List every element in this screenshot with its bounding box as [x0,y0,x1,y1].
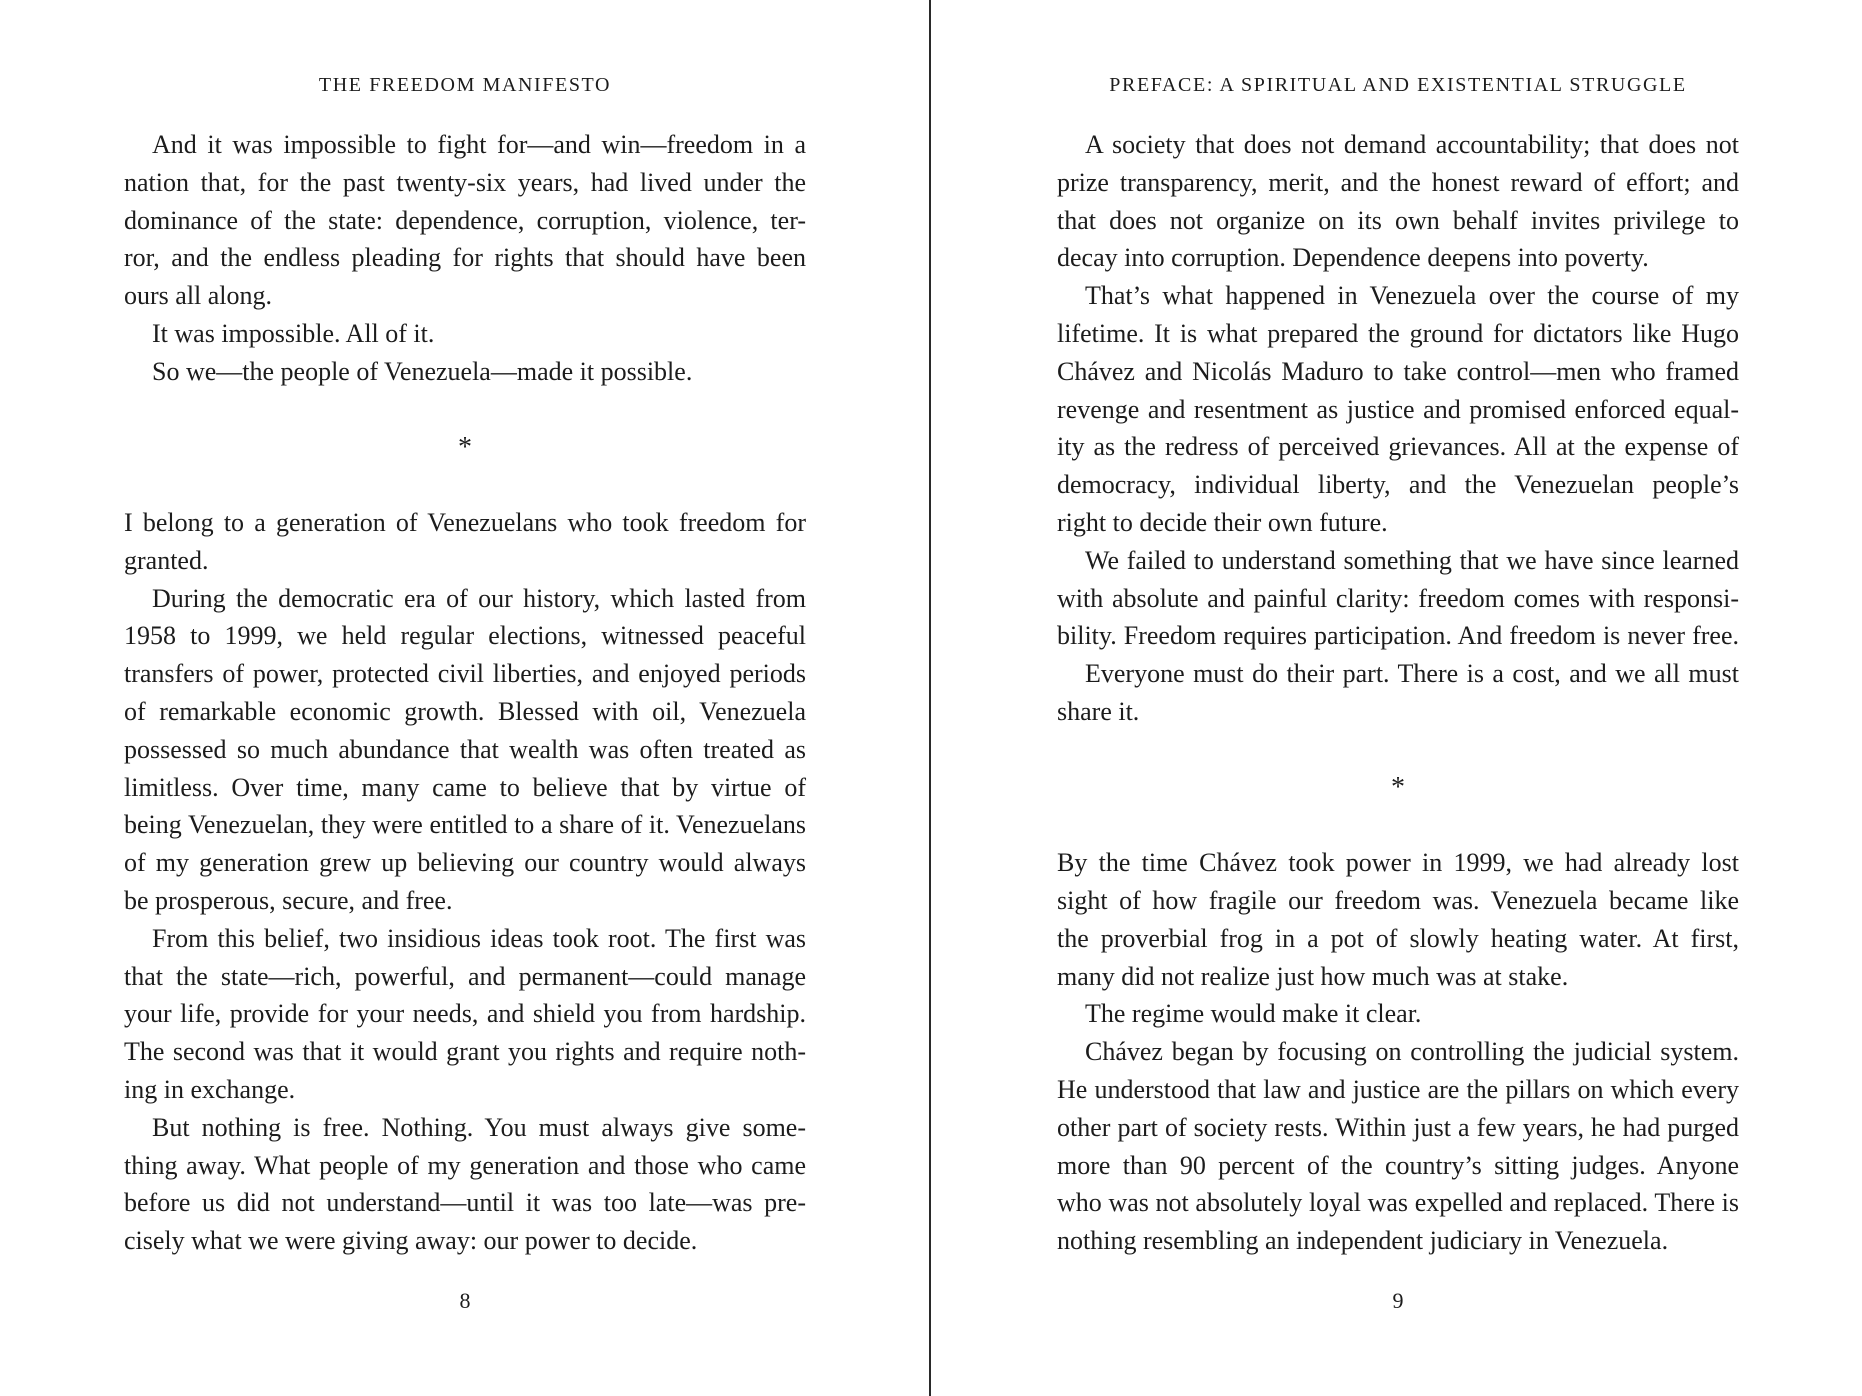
text-line: Everyone must do their part. There is a cost, and we all must [1085,659,1739,689]
text-line: granted. [124,545,209,575]
text-line: ity as the redress of perceived grievances. All at the expense of [1057,432,1739,462]
text-line: So we—the people of Venezuela—made it possible. [152,356,693,386]
text-line: dominance of the state: dependence, corruption, violence, ter- [124,205,806,235]
left-page-body [124,126,806,1260]
section-break-ornament: * [458,431,472,463]
text-line: sight of how fragile our freedom was. Venezuela became like [1057,885,1739,915]
text-line: prize transparency, merit, and the honest reward of effort; and [1057,167,1739,197]
running-head-left: THE FREEDOM MANIFESTO [318,74,612,96]
text-line: who was not absolutely loyal was expelled and replaced. There is [1057,1188,1739,1218]
text-line: The second was that it would grant you rights and require noth- [124,1037,806,1067]
text-line: cisely what we were giving away: our power to decide. [124,1226,698,1256]
page-gutter-divider [929,0,931,1396]
text-line: transfers of power, protected civil liberties, and enjoyed periods [124,659,806,689]
text-line: that the state—rich, powerful, and permanent—could manage [124,961,806,991]
text-line: limitless. Over time, many came to believe that by virtue of [124,772,806,802]
text-line: your life, provide for your needs, and shield you from hardship. [124,999,806,1029]
text-line: share it. [1057,696,1140,726]
text-line: with absolute and painful clarity: freedom comes with responsi- [1057,583,1739,613]
right-page-body [1057,126,1739,1260]
text-line: During the democratic era of our history, which lasted from [152,583,806,613]
text-line: decay into corruption. Dependence deepens into poverty. [1057,243,1649,273]
text-line: That’s what happened in Venezuela over the course of my [1085,281,1739,311]
text-line: 1958 to 1999, we held regular elections, witnessed peaceful [124,621,806,651]
text-line: being Venezuelan, they were entitled to a share of it. Venezuelans [124,810,806,840]
section-break-ornament: * [1391,771,1405,803]
text-line: By the time Chávez took power in 1999, we had already lost [1057,848,1739,878]
text-line: possessed so much abundance that wealth was often treated as [124,734,806,764]
text-line: We failed to understand something that we have since learned [1085,545,1739,575]
text-line: nation that, for the past twenty-six years, had lived under the [124,167,806,197]
text-line: other part of society rests. Within just a few years, he had purged [1057,1112,1739,1142]
text-line: From this belief, two insidious ideas took root. The first was [152,923,806,953]
text-line: many did not realize just how much was at stake. [1057,961,1569,991]
text-line: bility. Freedom requires participation. And freedom is never free. [1057,621,1739,651]
text-line: right to decide their own future. [1057,507,1388,537]
text-line: ing in exchange. [124,1074,296,1104]
text-line: democracy, individual liberty, and the Venezuelan people’s [1057,470,1739,500]
text-line: The regime would make it clear. [1085,999,1422,1029]
text-line: that does not organize on its own behalf invites privilege to [1057,205,1739,235]
text-line: I belong to a generation of Venezuelans who took freedom for [124,507,806,537]
text-line: more than 90 percent of the country’s sitting judges. Anyone [1057,1150,1739,1180]
text-line: It was impossible. All of it. [152,318,435,348]
text-line: But nothing is free. Nothing. You must always give some- [152,1112,806,1142]
text-line: A society that does not demand accountability; that does not [1085,130,1739,159]
text-line: ours all along. [124,281,273,311]
text-line: be prosperous, secure, and free. [124,885,453,915]
text-line: nothing resembling an independent judiciary in Venezuela. [1057,1226,1669,1256]
page-number-right: 9 [1392,1288,1404,1313]
text-line: And it was impossible to fight for—and win—freedom in a [152,130,806,159]
text-line: Chávez began by focusing on controlling the judicial system. [1085,1037,1739,1067]
text-line: of my generation grew up believing our country would always [124,848,806,878]
left-page [124,0,806,1396]
right-page [1057,0,1739,1396]
text-line: of remarkable economic growth. Blessed with oil, Venezuela [124,696,806,726]
text-line: before us did not understand—until it was too late—was pre- [124,1188,806,1218]
text-line: thing away. What people of my generation and those who came [124,1150,806,1180]
page-number-left: 8 [459,1288,471,1313]
text-line: ror, and the endless pleading for rights that should have been [124,243,806,273]
text-line: lifetime. It is what prepared the ground for dictators like Hugo [1057,318,1739,348]
text-line: revenge and resentment as justice and promised enforced equal- [1057,394,1739,424]
running-head-right: PREFACE: A SPIRITUAL AND EXISTENTIAL STRUGGLE [1109,74,1687,96]
text-line: the proverbial frog in a pot of slowly heating water. At first, [1057,923,1739,953]
text-line: Chávez and Nicolás Maduro to take control—men who framed [1057,356,1739,386]
text-line: He understood that law and justice are the pillars on which every [1057,1074,1739,1104]
